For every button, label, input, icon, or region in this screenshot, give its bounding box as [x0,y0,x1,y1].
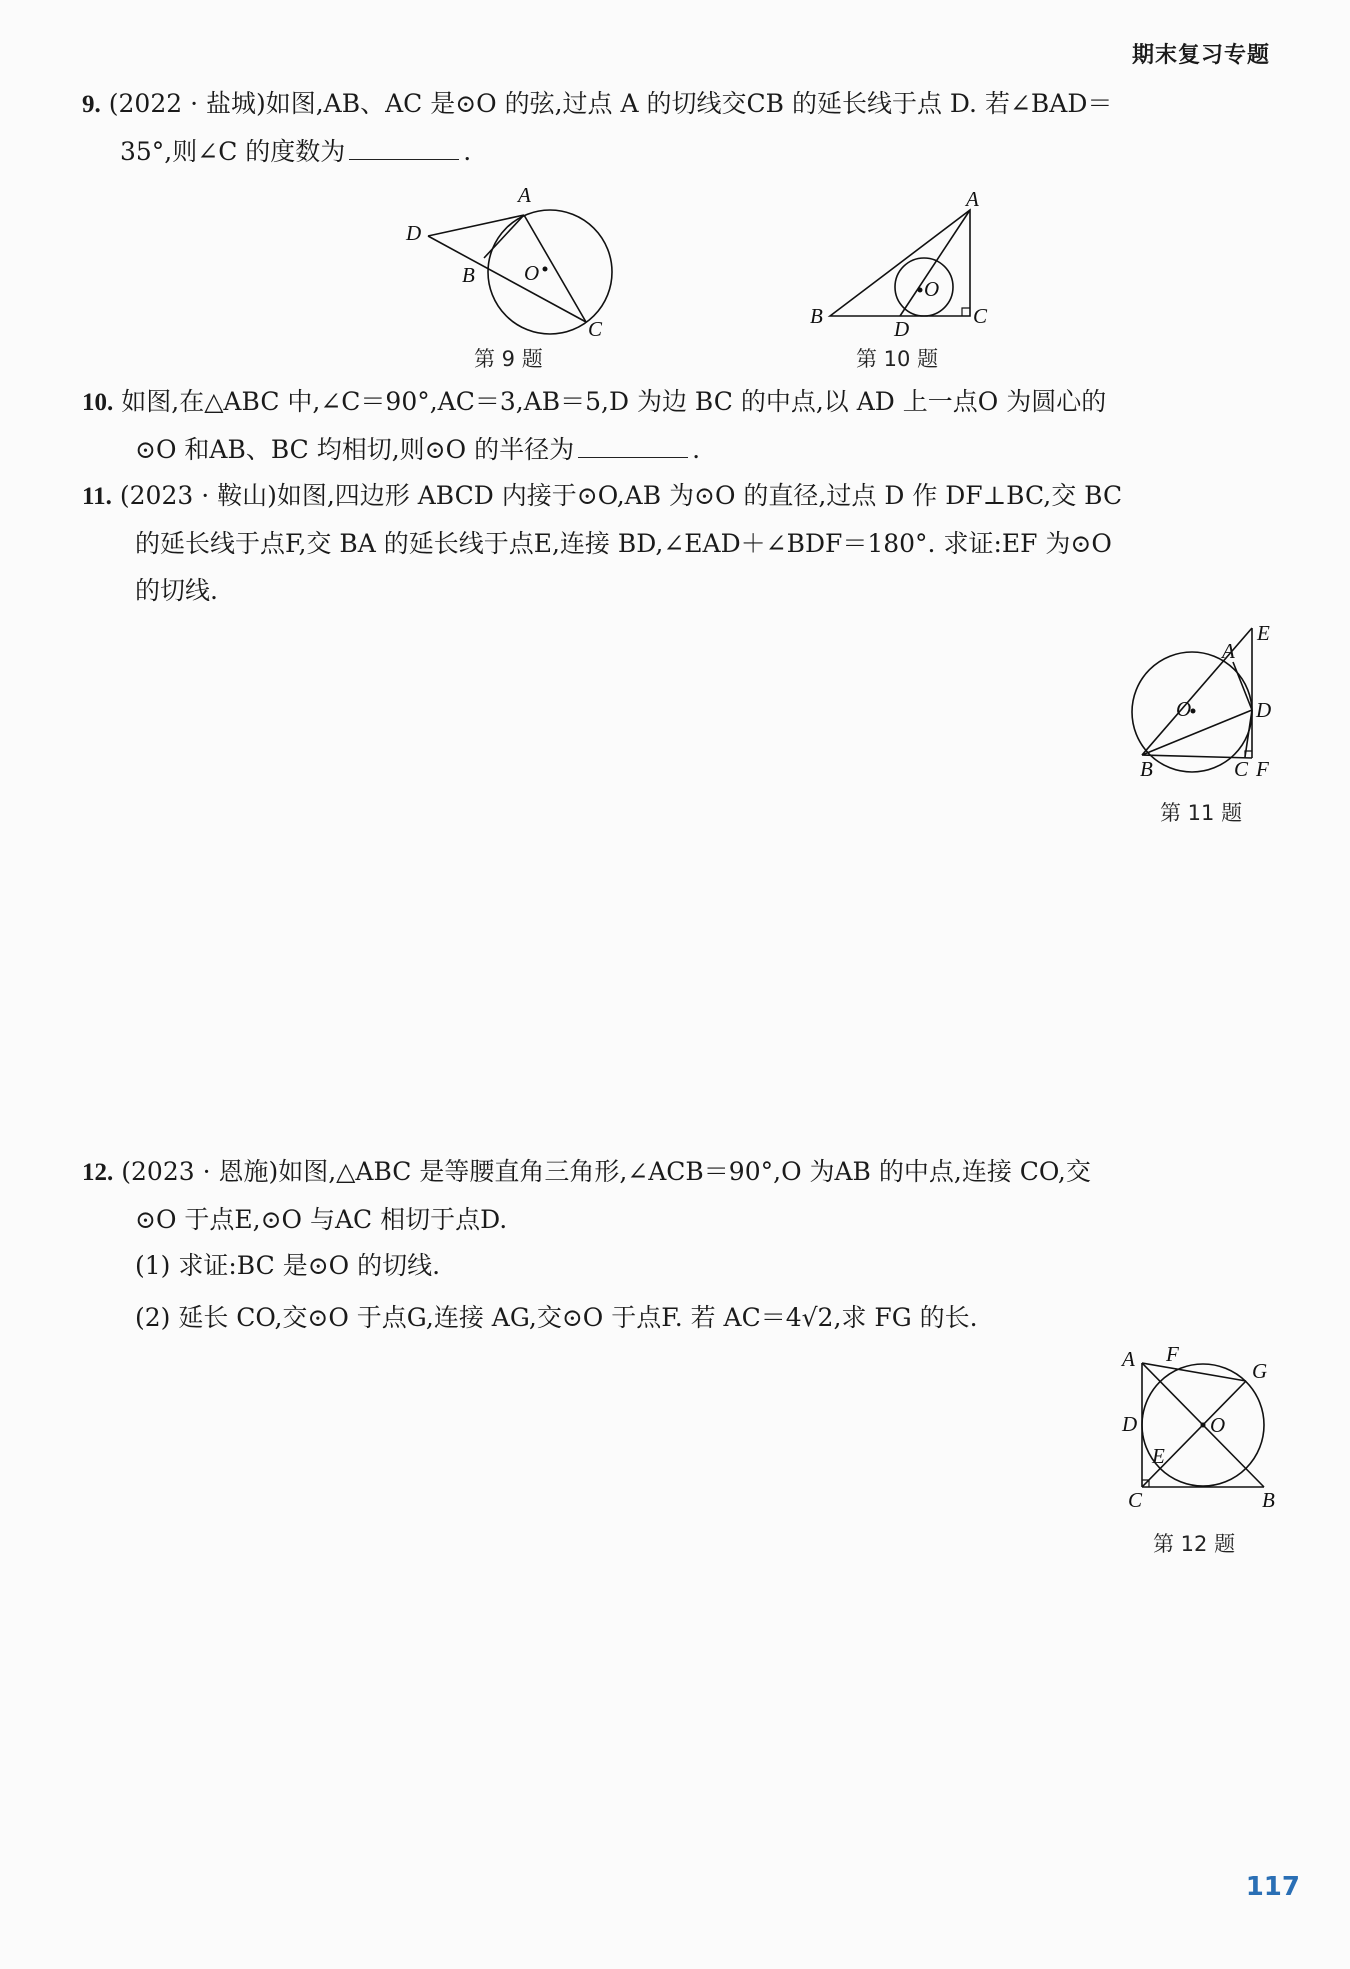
question-number: 9. [82,91,101,118]
question-number: 10. [82,389,114,416]
answer-blank[interactable] [349,135,459,160]
point-label: D [1122,1412,1138,1436]
point-label: B [1262,1488,1275,1512]
figure-caption: 第 12 题 [1153,1532,1236,1556]
point-label: A [518,183,531,207]
point-label: O [1176,697,1192,721]
point-label: F [1166,1342,1179,1366]
page-number: 117 [1245,1872,1300,1902]
point-label: O [924,277,940,301]
point-label: F [1256,757,1269,781]
point-label: C [1234,757,1249,781]
question-number: 12. [82,1159,114,1186]
question-number: 11. [82,483,112,510]
point-label: B [1140,757,1153,781]
point-label: C [1128,1488,1143,1512]
figure-caption: 第 9 题 [474,347,543,371]
question-text: (2022 · 盐城)如图,AB、AC 是⊙O 的弦,过点 A 的切线交CB 的延长线于点 D. 若∠BAD＝ [108,89,1113,118]
question-text: ⊙O 和AB、BC 均相切,则⊙O 的半径为 [135,435,575,464]
figure-12 [1112,1340,1292,1520]
question-text: ⊙O 于点E,⊙O 与AC 相切于点D. [135,1205,508,1234]
question-text: 的切线. [135,576,218,605]
question-10: 10. 如图,在△ABC 中,∠C＝90°,AC＝3,AB＝5,D 为边 BC 的中点,以 AD 上一点O 为圆心的 ⊙O 和AB、BC 均相切,则⊙O 的半径为 . [82,387,1107,464]
question-11 [82,472,1272,614]
answer-blank[interactable] [578,433,688,458]
figure-9 [400,180,630,350]
point-label: A [966,187,979,211]
question-text: (2023 · 恩施)如图,△ABC 是等腰直角三角形,∠ACB＝90°,O 为AB 的中点,连接 CO,交 [121,1157,1091,1186]
figure-11 [1120,620,1290,790]
point-label: D [894,317,910,340]
point-label: D [1256,698,1272,722]
point-label: C [973,304,988,328]
figure-10 [800,180,1010,340]
question-text: 35°,则∠C 的度数为 [120,137,346,166]
point-label: B [462,263,475,287]
point-label: O [524,261,540,285]
question-9: 9. (2022 · 盐城)如图,AB、AC 是⊙O 的弦,过点 A 的切线交CB 的延长线于点 D. 若∠BAD＝ 35°,则∠C 的度数为 . [82,89,1113,166]
point-label: A [1222,639,1235,663]
question-text: 如图,在△ABC 中,∠C＝90°,AC＝3,AB＝5,D 为边 BC 的中点,以 AD 上一点O 为圆心的 [121,387,1107,416]
question-12-part-2: (2) 延长 CO,交⊙O 于点G,连接 AG,交⊙O 于点F. 若 AC＝4√2,求 FG 的长. [135,1303,978,1332]
question-12 [82,1148,1272,1243]
question-text: (2023 · 鞍山)如图,四边形 ABCD 内接于⊙O,AB 为⊙O 的直径,过点 D 作 DF⊥BC,交 BC [119,481,1123,510]
point-label: O [1210,1413,1226,1437]
point-label: E [1257,621,1270,645]
point-label: A [1122,1347,1135,1371]
figure-caption: 第 11 题 [1160,801,1243,825]
header-title: 期末复习专题 [1131,43,1270,68]
point-label: E [1152,1444,1165,1468]
question-text: 的延长线于点F,交 BA 的延长线于点E,连接 BD,∠EAD＋∠BDF＝180°. 求证:EF 为⊙O [135,529,1112,558]
point-label: D [406,221,422,245]
point-label: G [1252,1359,1268,1383]
question-12-part-1: (1) 求证:BC 是⊙O 的切线. [135,1251,441,1280]
point-label: B [810,304,823,328]
point-label: C [588,317,603,341]
figure-caption: 第 10 题 [856,347,939,371]
